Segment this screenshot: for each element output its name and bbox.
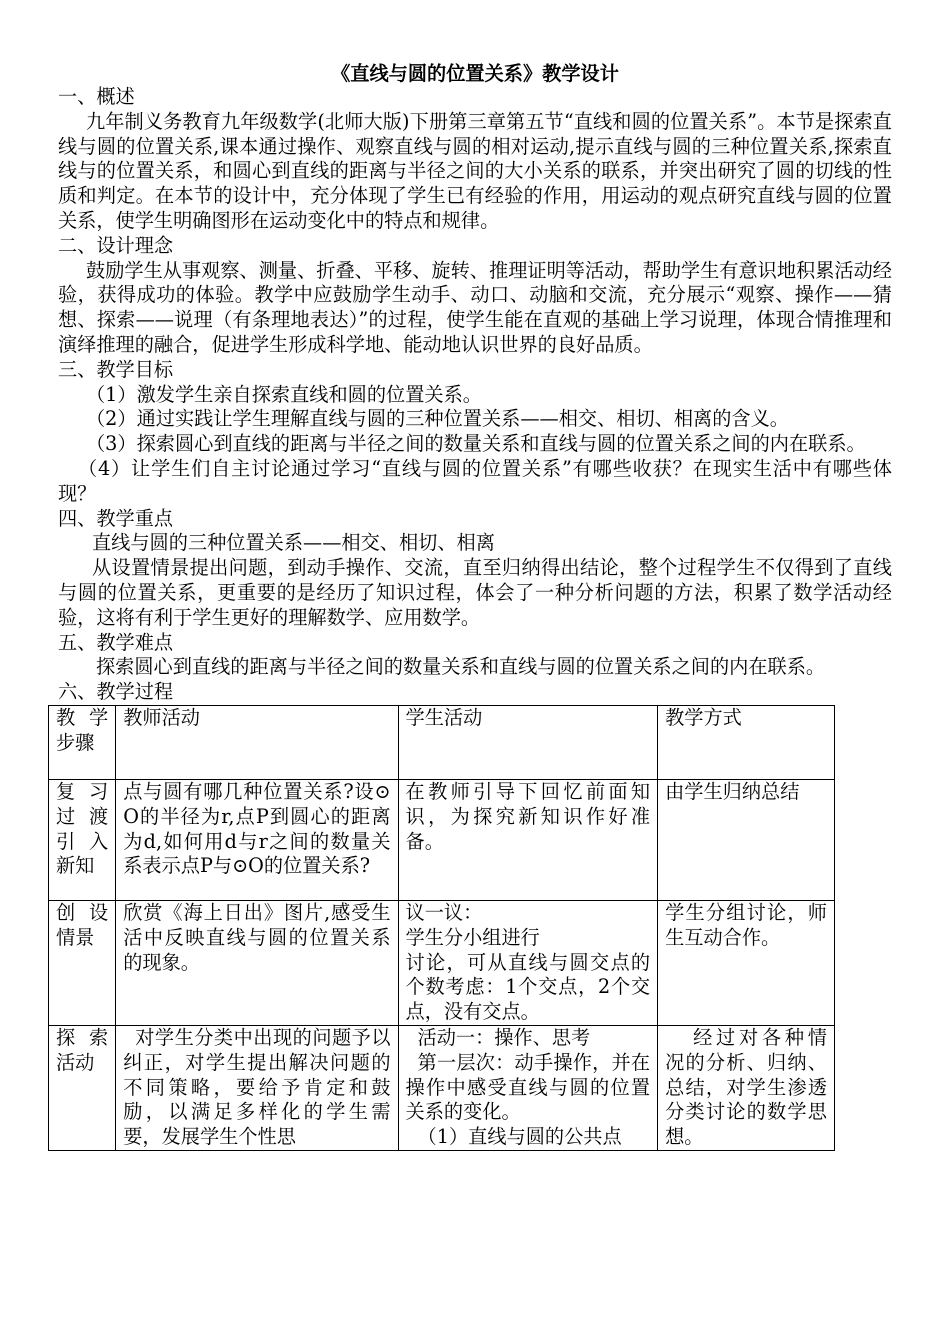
- teacher-activity-cell: 点与圆有哪几种位置关系?设⊙O的半径为r,点P到圆心的距离为d,如何用d与r之间的数量关系表示点P与⊙O的位置关系?: [116, 779, 398, 900]
- header-cell-student: 学生活动: [398, 705, 658, 779]
- table-header-row: [49, 705, 835, 779]
- objective-item-4: （4）让学生们自主讨论通过学习“直线与圆的位置关系”有哪些收获？在现实生活中有哪些体现？: [58, 456, 892, 505]
- difficulties-paragraph: 探索圆心到直线的距离与半径之间的数量关系和直线与圆的位置关系之间的内在联系。: [96, 655, 826, 679]
- teacher-activity-cell: 对学生分类中出现的问题予以纠正，对学生提出解决问题的不同策略，要给予肯定和鼓励，以满足多样化的学生需要，发展学生个性思: [116, 1025, 398, 1150]
- objective-item-1: （1）激发学生亲自探索直线和圆的位置关系。: [86, 382, 482, 406]
- design-concept-paragraph: 鼓励学生从事观察、测量、折叠、平移、旋转、推理证明等活动，帮助学生有意识地积累活动经验，获得成功的体验。教学中应鼓励学生动手、动口、动脑和交流，充分展示“观察、操作——猜想、探索——说理（有条理地表达）”的过程，使学生能在直观的基础上学习说理，体现合情推理和演绎推理的融合，促进学生形成科学地、能动地认识世界的良好品质。: [58, 258, 892, 356]
- student-activity-cell: [398, 1025, 658, 1150]
- method-cell: 学生分组讨论，师生互动合作。: [658, 900, 835, 1025]
- step-cell: 创设情景: [49, 900, 116, 1025]
- overview-paragraph: 九年制义务教育九年级数学(北师大版)下册第三章第五节“直线和圆的位置关系”。本节是探索直线与圆的位置关系,课本通过操作、观察直线与圆的相对运动,提示直线与圆的三种位置关系,探索直线与的位置关系，和圆心到直线的距离与半径之间的大小关系的联系，并突出研究了圆的切线的性质和判定。在本节的设计中，充分体现了学生已有经验的作用，用运动的观点研究直线与圆的位置关系，使学生明确图形在运动变化中的特点和规律。: [58, 109, 892, 232]
- table-row: [49, 900, 835, 1025]
- section-heading-overview: 一、概述: [58, 85, 135, 108]
- header-cell-teacher: 教师活动: [116, 705, 398, 779]
- header-cell-step: 教学步骤: [49, 705, 116, 779]
- student-activity-cell: 在教师引导下回忆前面知识，为探究新知识作好准备。: [398, 779, 658, 900]
- section-heading-key-points: 四、教学重点: [58, 506, 174, 530]
- header-cell-method: 教学方式: [658, 705, 835, 779]
- student-activity-line: 第一层次：动手操作，并在操作中感受直线与圆的位置关系的变化。: [405, 1050, 651, 1124]
- method-cell: 由学生归纳总结: [658, 779, 835, 900]
- method-cell: 经过对各种情况的分析、归纳、总结，对学生渗透分类讨论的数学思想。: [658, 1025, 835, 1150]
- table-row: [49, 779, 835, 900]
- objective-item-3: （3）探索圆心到直线的距离与半径之间的数量关系和直线与圆的位置关系之间的内在联系。: [86, 432, 866, 456]
- teaching-process-table: [48, 705, 835, 1151]
- teacher-activity-cell: 欣赏《海上日出》图片,感受生活中反映直线与圆的位置关系的现象。: [116, 900, 398, 1025]
- student-activity-line: （1）直线与圆的公共点: [417, 1125, 622, 1149]
- section-heading-process: 六、教学过程: [58, 680, 174, 704]
- doc-title: 《直线与圆的位置关系》教学设计: [331, 62, 619, 85]
- student-activity-line: 议一议：: [405, 900, 483, 924]
- student-activity-line: 活动一：操作、思考: [417, 1025, 591, 1049]
- student-activity-line: 学生分小组进行: [405, 925, 540, 949]
- document-page: [58, 60, 892, 1151]
- key-points-line: 直线与圆的三种位置关系——相交、相切、相离: [92, 531, 495, 555]
- key-points-paragraph: 从设置情景提出问题，到动手操作、交流，直至归纳得出结论，整个过程学生不仅得到了直线与圆的位置关系，更重要的是经历了知识过程，体会了一种分析问题的方法，积累了数学活动经验，这将有利于学生更好的理解数学、应用数学。: [58, 556, 892, 629]
- step-cell: 探索活动: [49, 1025, 116, 1150]
- step-cell: 复习过渡引入新知: [49, 779, 116, 900]
- student-activity-cell: [398, 900, 658, 1025]
- section-heading-objectives: 三、教学目标: [58, 357, 174, 381]
- section-heading-design-concept: 二、设计理念: [58, 233, 174, 257]
- table-row: [49, 1025, 835, 1150]
- student-activity-line: 讨论，可从直线与圆交点的个数考虑：1个交点，2个交点，没有交点。: [405, 950, 651, 1024]
- section-heading-difficulties: 五、教学难点: [58, 630, 174, 654]
- objective-item-2: （2）通过实践让学生理解直线与圆的三种位置关系——相交、相切、相离的含义。: [86, 407, 789, 431]
